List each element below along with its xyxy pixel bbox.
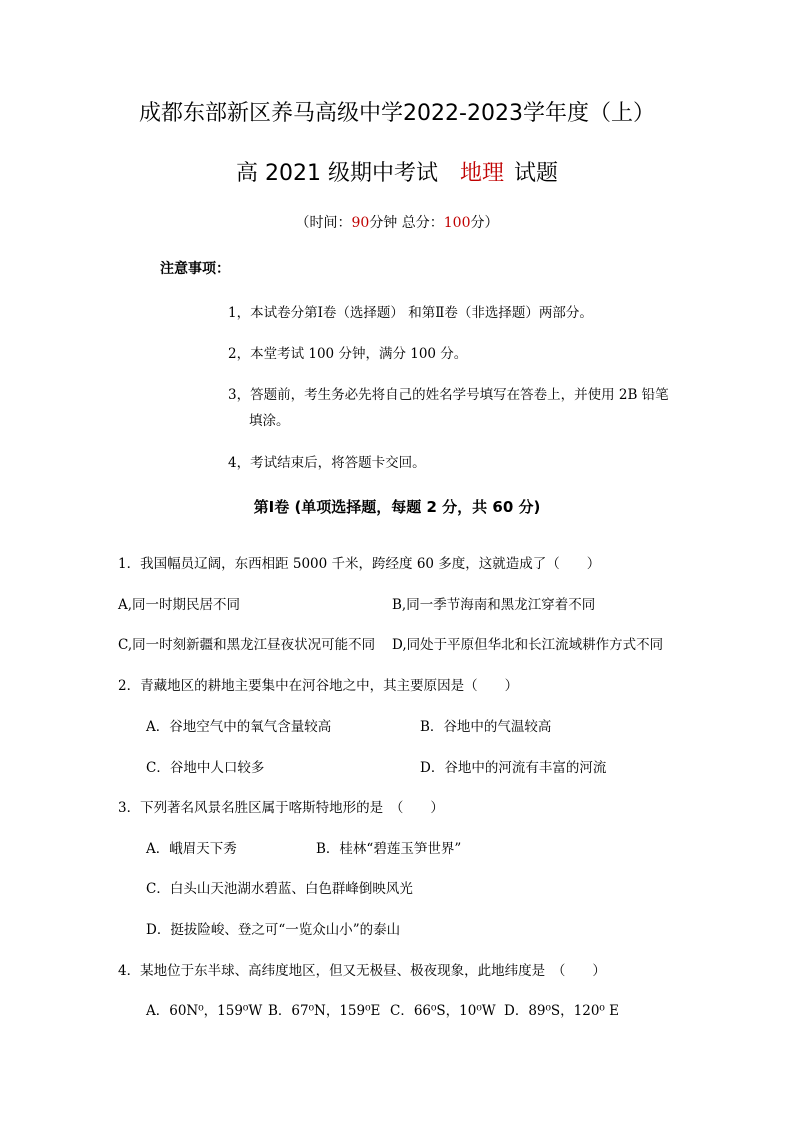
- option-c: C．白头山天池湖水碧蓝、白色群峰倒映风光: [146, 881, 413, 897]
- option-d: D．挺拔险峻、登之可“一览众山小”的泰山: [146, 922, 401, 938]
- option-a: A．谷地空气中的氧气含量较高: [146, 719, 332, 735]
- option-d: D,同处于平原但华北和长江流域耕作方式不同: [392, 637, 664, 653]
- exam-time-info: [0, 212, 794, 232]
- time-suffix: 分）: [470, 215, 499, 231]
- option-c: C,同一时刻新疆和黑龙江昼夜状况可能不同: [118, 637, 376, 653]
- option-b: B,同一季节海南和黑龙江穿着不同: [392, 597, 596, 613]
- exam-title-line2: [0, 156, 794, 187]
- question-stem: 1．我国幅员辽阔，东西相距 5000 千米，跨经度 60 多度，这就造成了（ ）: [118, 556, 601, 572]
- notice-item: 2，本堂考试 100 分钟，满分 100 分。: [228, 346, 468, 362]
- total-score: 100: [443, 215, 471, 231]
- option-b: B．67⁰N，159⁰E: [268, 1003, 381, 1019]
- option-a: A．60N⁰，159⁰W: [146, 1003, 263, 1019]
- option-b: B．谷地中的气温较高: [420, 719, 552, 735]
- exam-title-line1: 成都东部新区养马高级中学2022-2023学年度（上）: [139, 101, 655, 126]
- option-d: D．89⁰S，120⁰ E: [504, 1003, 619, 1019]
- exam-subject: 地理: [459, 161, 504, 186]
- exam-title-suffix: 试题: [513, 161, 558, 186]
- option-a: A．峨眉天下秀: [146, 841, 237, 857]
- option-a: A,同一时期民居不同: [118, 597, 241, 613]
- exam-grade-label: 高 2021 级期中考试: [235, 161, 438, 186]
- section-title: 第Ⅰ卷 (单项选择题，每题 2 分，共 60 分): [253, 498, 541, 516]
- notice-item-continued: 填涂。: [249, 413, 290, 429]
- option-d: D．谷地中的河流有丰富的河流: [420, 760, 607, 776]
- notice-item: 4，考试结束后，将答题卡交回。: [228, 455, 426, 471]
- notice-item: 3，答题前，考生务必先将自己的姓名学号填写在答卷上，并使用 2B 铅笔: [228, 387, 669, 403]
- question-stem: 2．青藏地区的耕地主要集中在河谷地之中，其主要原因是（ ）: [118, 678, 519, 694]
- question-stem: 4．某地位于东半球、高纬度地区，但又无极昼、极夜现象，此地纬度是 （ ）: [118, 963, 606, 979]
- time-mid: 分钟 总分：: [369, 215, 444, 231]
- notice-heading: 注意事项：: [160, 261, 230, 277]
- option-c: C．66⁰S，10⁰W: [390, 1003, 496, 1019]
- option-b: B．桂林“碧莲玉笋世界”: [316, 841, 462, 857]
- time-prefix: （时间：: [295, 215, 352, 231]
- question-stem: 3．下列著名风景名胜区属于喀斯特地形的是 （ ）: [118, 800, 444, 816]
- option-c: C．谷地中人口较多: [146, 760, 265, 776]
- time-minutes: 90: [351, 215, 370, 231]
- notice-item: 1，本试卷分第Ⅰ卷（选择题） 和第Ⅱ卷（非选择题）两部分。: [228, 305, 593, 321]
